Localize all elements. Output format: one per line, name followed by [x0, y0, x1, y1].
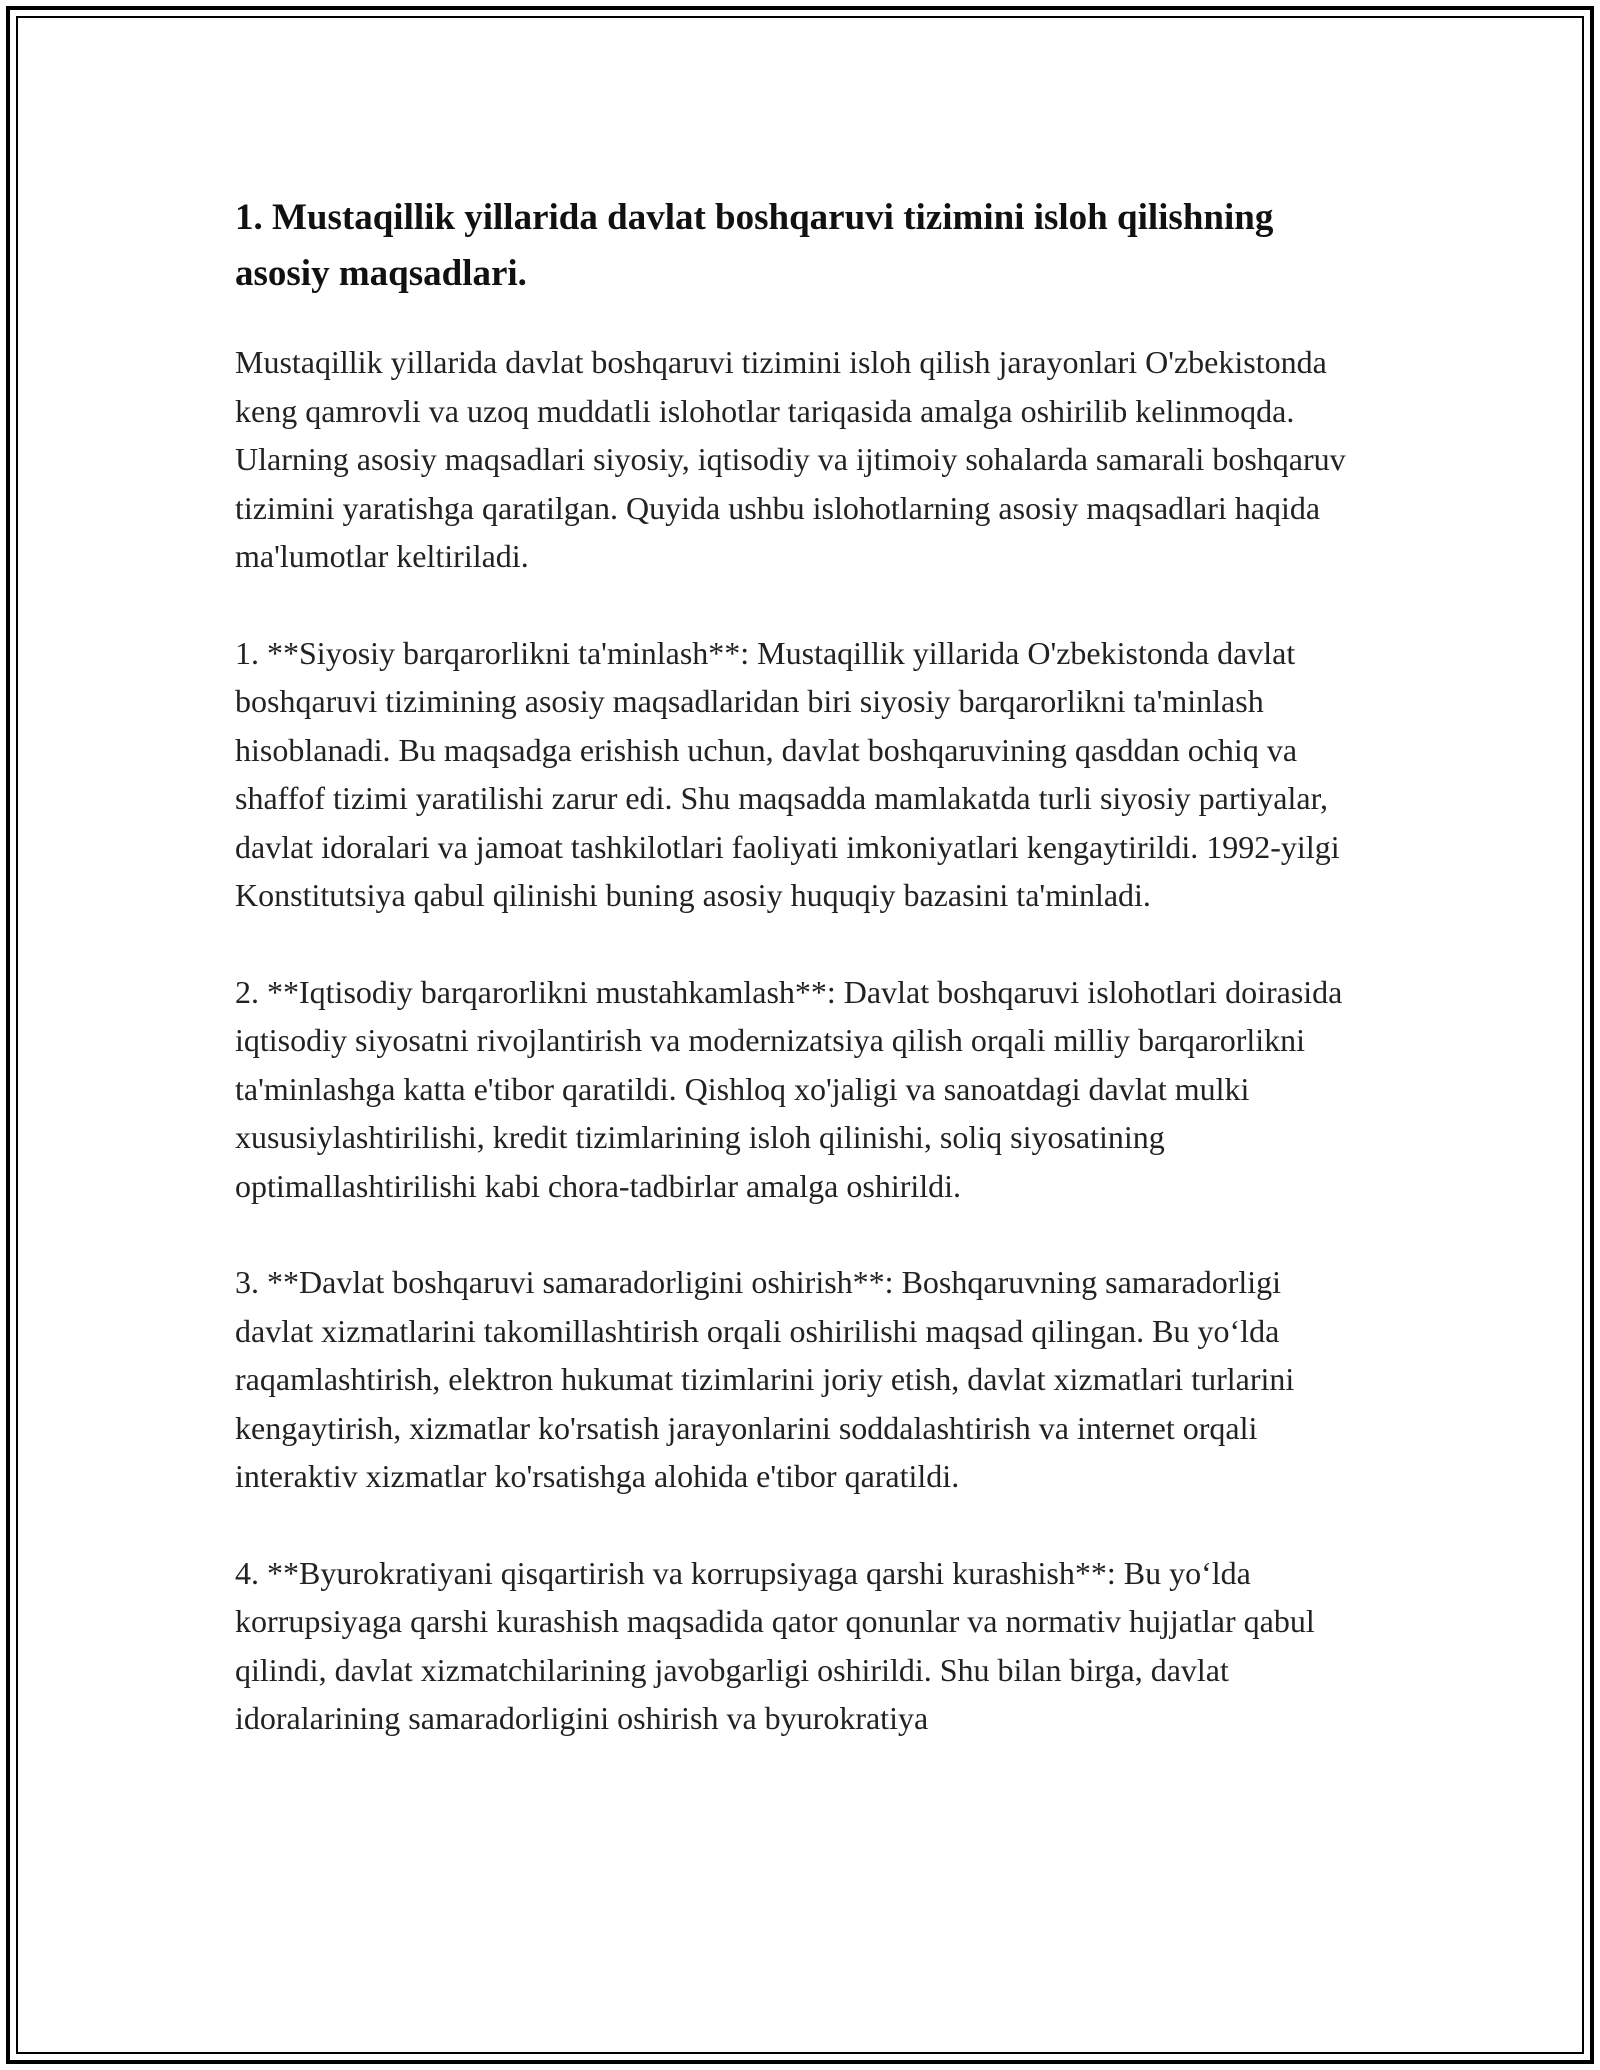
intro-paragraph: Mustaqillik yillarida davlat boshqaruvi tizimini isloh qilish jarayonlari O'zbekistonda keng qamrovli va uzoq muddatli islohotlar tariqasida amalga oshirilib kelinmoqda. Ularning asosiy maqsadlari siyosiy, iqtisodiy va ijtimoiy sohalarda samarali boshqaruv tizimini yaratishga qaratilgan. Quyida ushbu islohotlarning asosiy maqsadlari haqida ma'lumotlar keltiriladi.: [235, 344, 1346, 574]
document-body: [235, 190, 1365, 1791]
document-title: 1. Mustaqillik yillarida davlat boshqaruvi tizimini isloh qilishning asosiy maqsadlari.: [235, 197, 1274, 294]
paragraph-governance-efficiency: 3. **Davlat boshqaruvi samaradorligini oshirish**: Boshqaruvning samaradorligi davlat xizmatlarini takomillashtirish orqali oshirilishi maqsad qilingan. Bu yo‘lda raqamlashtirish, elektron hukumat tizimlarini joriy etish, davlat xizmatlari turlarini kengaytirish, xizmatlar ko'rsatish jarayonlarini soddalashtirish va internet orqali interaktiv xizmatlar ko'rsatishga alohida e'tibor qaratildi.: [235, 1264, 1295, 1494]
paragraph-anti-corruption: 4. **Byurokratiyani qisqartirish va korrupsiyaga qarshi kurashish**: Bu yo‘lda korrupsiyaga qarshi kurashish maqsadida qator qonunlar va normativ hujjatlar qabul qilindi, davlat xizmatchilarining javobgarligi oshirildi. Shu bilan birga, davlat idoralarining samaradorligini oshirish va byurokratiya: [235, 1554, 1315, 1736]
paragraph-political-stability: 1. **Siyosiy barqarorlikni ta'minlash**: Mustaqillik yillarida O'zbekistonda davlat boshqaruvi tizimining asosiy maqsadlaridan biri siyosiy barqarorlikni ta'minlash hisoblanadi. Bu maqsadga erishish uchun, davlat boshqaruvining qasddan ochiq va shaffof tizimi yaratilishi zarur edi. Shu maqsadda mamlakatda turli siyosiy partiyalar, davlat idoralari va jamoat tashkilotlari faoliyati imkoniyatlari kengaytirildi. 1992-yilgi Konstitutsiya qabul qilinishi buning asosiy huquqiy bazasini ta'minladi.: [235, 634, 1340, 913]
paragraph-economic-stability: 2. **Iqtisodiy barqarorlikni mustahkamlash**: Davlat boshqaruvi islohotlari doirasida iqtisodiy siyosatni rivojlantirish va modernizatsiya qilish orqali milliy barqarorlikni ta'minlashga katta e'tibor qaratildi. Qishloq xo'jaligi va sanoatdagi davlat mulki xususiylashtirilishi, kredit tizimlarining isloh qilinishi, soliq siyosatining optimallashtirilishi kabi chora-tadbirlar amalga oshirildi.: [235, 973, 1343, 1204]
